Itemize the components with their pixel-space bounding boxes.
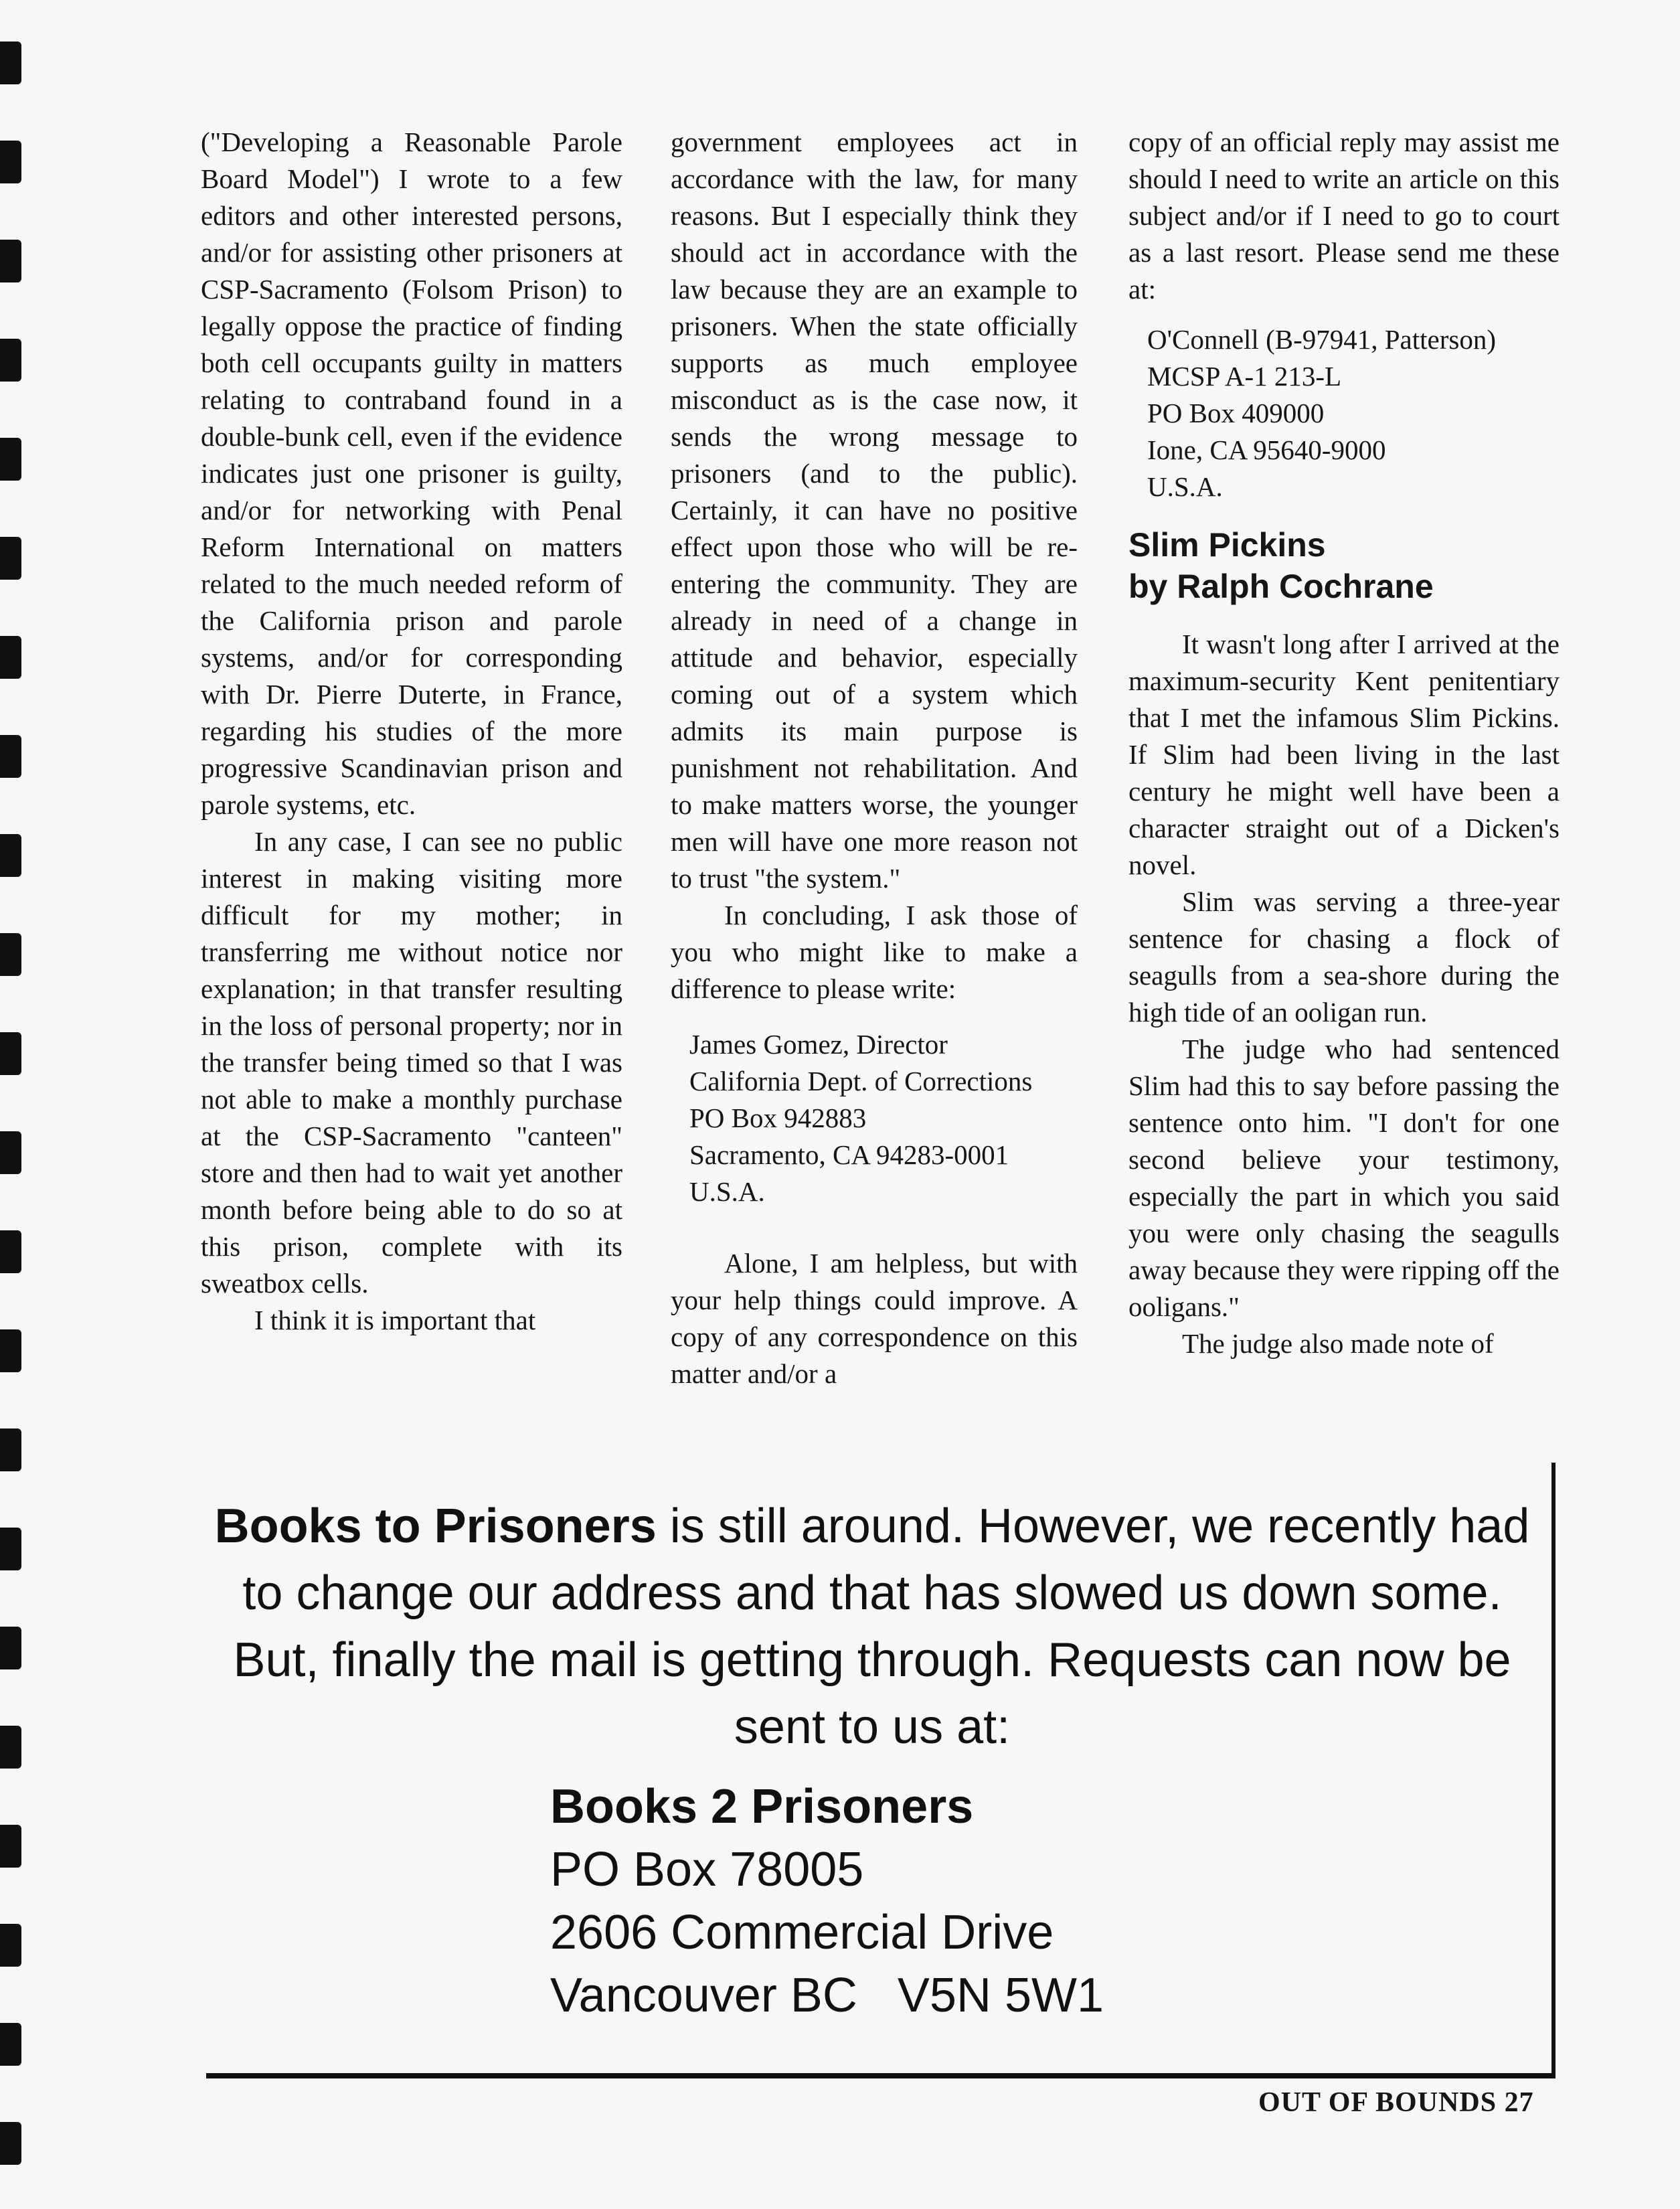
paragraph: I think it is important that (254, 1305, 536, 1335)
paragraph: government employees act in accordance with the law, for many reasons. But I especially think they should act in accordance with the law because they are an example to prisoners. When the state officially supports as much employee misconduct as is the case now, it sends the wrong message to prisoners (and to the public). Certainly, it can have no positive effect upon those who will be re-entering the community. They are already in need of a change in attitude and behavior, especially coming out of a system which admits its main purpose is punishment not rehabilitation. And to make matters worse, the younger men will have one more reason not to trust "the system." (671, 127, 1078, 894)
address-line: Sacramento, CA 94283-0001 (689, 1139, 1009, 1170)
paragraph: Alone, I am helpless, but with your help things could improve. A copy of any correspondence on this matter and/or a (671, 1248, 1078, 1389)
text-column-1 (201, 124, 622, 1339)
address-line: California Dept. of Corrections (689, 1066, 1033, 1096)
paragraph: It wasn't long after I arrived at the maximum-security Kent penitentiary that I met the infamous Slim Pickins. If Slim had been living in the last century he might well have been a character straight out of a Dicken's novel. (1128, 629, 1560, 880)
address-line: PO Box 409000 (1147, 398, 1325, 428)
address-line: PO Box 78005 (550, 1843, 864, 1896)
address-line: PO Box 942883 (689, 1102, 867, 1133)
address-line: James Gomez, Director (689, 1029, 948, 1060)
article-title: Slim Pickins (1128, 526, 1326, 564)
address-line: U.S.A. (1147, 471, 1223, 502)
mailing-address (671, 1026, 1078, 1210)
text-column-2 (671, 124, 1078, 1392)
address-line: Vancouver BC V5N 5W1 (550, 1969, 1104, 2022)
notice-message (206, 1493, 1538, 1761)
address-line: 2606 Commercial Drive (550, 1906, 1054, 1959)
paragraph: copy of an official reply may assist me should I need to write an article on this subject and/or if I need to go to court as a last resort. Please send me these at: (1128, 127, 1560, 305)
spiral-binding (0, 27, 27, 2182)
paragraph: The judge who had sentenced Slim had this to say before passing the sentence onto him. "I don't for one second believe your testimony, especially the part in which you said you were only chasing the seagulls away because they were ripping off the ooligans." (1128, 1034, 1560, 1322)
address-line: O'Connell (B-97941, Patterson) (1147, 324, 1496, 355)
paragraph: The judge also made note of (1182, 1328, 1494, 1359)
article-byline: by Ralph Cochrane (1128, 568, 1434, 605)
page-footer (1258, 2087, 1534, 2119)
page-number: 27 (1504, 2087, 1534, 2118)
mailing-address (1128, 321, 1560, 505)
address-line: U.S.A. (689, 1176, 765, 1207)
address-line: MCSP A-1 213-L (1147, 361, 1342, 392)
notice-body: is still around. However, we recently had to change our address and that has slowed us down some. But, finally the mail is getting through. Requests can now be sent to us at: (233, 1499, 1530, 1754)
address-line: Ione, CA 95640-9000 (1147, 434, 1386, 465)
paragraph: In any case, I can see no public interest in making visiting more difficult for my mother; in transferring me without notice nor explanation; in that transfer resulting in the loss of personal property; nor in the transfer being timed so that I was not able to make a monthly purchase at the CSP-Sacramento "canteen" store and then had to wait yet another month before being able to do so at this prison, complete with its sweatbox cells. (201, 826, 622, 1299)
notice-address (550, 1775, 1104, 2027)
notice-address-org: Books 2 Prisoners (550, 1780, 974, 1833)
paragraph: Slim was serving a three-year sentence for chasing a flock of seagulls from a sea-shore during the high tide of an ooligan run. (1128, 886, 1560, 1028)
paragraph: In concluding, I ask those of you who might like to make a difference to please write: (671, 900, 1078, 1004)
text-column-3 (1128, 124, 1560, 1362)
publication-name: OUT OF BOUNDS (1258, 2087, 1497, 2118)
notice-org-name: Books to Prisoners (214, 1499, 657, 1553)
paragraph: ("Developing a Reasonable Parole Board Model") I wrote to a few editors and other interested persons, and/or for assisting other prisoners at CSP-Sacramento (Folsom Prison) to legally oppose the practice of finding both cell occupants guilty in matters relating to contraband found in a double-bunk cell, even if the evidence indicates just one prisoner is guilty, and/or for networking with Penal Reform International on matters related to the much needed reform of the California prison and parole systems, and/or for corresponding with Dr. Pierre Duterte, in France, regarding his studies of the more progressive Scandinavian prison and parole systems, etc. (201, 127, 622, 820)
